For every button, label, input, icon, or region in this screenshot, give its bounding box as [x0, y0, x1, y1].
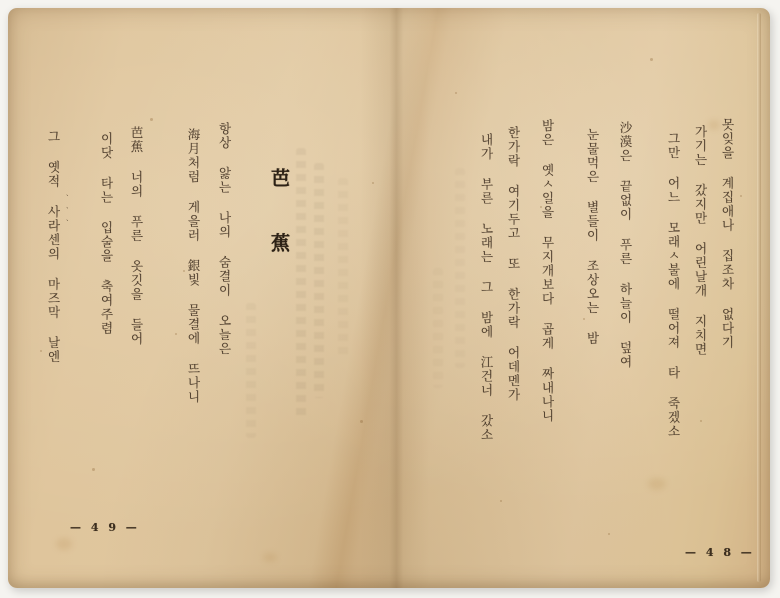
- showthrough-ghost-text: [433, 268, 443, 388]
- foxing-spot: [650, 58, 653, 61]
- poem-title: 芭蕉: [268, 168, 290, 298]
- foxing-spot: [372, 182, 374, 184]
- poem-line: 가기는 갔지만 어린날개 지치면: [693, 125, 708, 357]
- poem-line: 이닷 타는 입술을 축여주렴: [99, 132, 114, 336]
- poem-line: 海月처럼 게을러 銀빛 물결에 뜨나니: [186, 128, 201, 404]
- poem-line: 한가락 여기두고 또 한가락 어데멘가: [506, 126, 521, 402]
- foxing-spot: [455, 92, 457, 94]
- page-number-left: — 4 9 —: [70, 521, 140, 534]
- foxing-spot: [583, 318, 585, 320]
- showthrough-ghost-text: [314, 163, 324, 398]
- book-gutter-shadow: [360, 8, 430, 588]
- poem-line: 못잊을 계집애나 집조차 없다기: [720, 118, 735, 350]
- foxing-spot: [740, 195, 742, 197]
- age-smudge: [263, 553, 277, 562]
- foxing-spot: [500, 500, 502, 502]
- showthrough-ghost-text: [338, 178, 348, 358]
- page-number-right: — 4 8 —: [685, 546, 755, 559]
- page-stack-edge: [757, 13, 761, 582]
- foxing-spot: [175, 333, 177, 335]
- poem-line: 항상 앓는 나의 숨결이 오늘은: [217, 122, 232, 356]
- showthrough-ghost-text: [246, 303, 256, 438]
- poem-line: 눈물먹은 별들이 조상오는 밤: [585, 128, 600, 346]
- foxing-spot: [183, 270, 185, 272]
- foxing-spot: [540, 206, 542, 208]
- poem-line: 芭蕉 너의 푸른 옷깃을 들어: [129, 126, 144, 346]
- poem-line: 밤은 옛ㅅ일을 무지개보다 곱게 짜내나니: [540, 119, 555, 423]
- foxing-spot: [700, 420, 702, 422]
- age-smudge: [56, 538, 72, 550]
- foxing-spot: [150, 118, 153, 121]
- showthrough-ghost-text: [296, 148, 306, 418]
- foxing-spot: [92, 468, 95, 471]
- foxing-spot: [608, 533, 610, 535]
- showthrough-ghost-text: [455, 168, 465, 368]
- poem-line: 그 옛적 사라센의 마즈막 날엔: [46, 130, 61, 364]
- foxing-spot: [40, 350, 42, 352]
- foxing-spot: [360, 420, 363, 423]
- poem-line: 沙漠은 끝없이 푸른 하늘이 덮여: [618, 121, 633, 369]
- proper-noun-emphasis-dots: 、、、: [61, 194, 69, 235]
- poem-line: 그만 어느 모래ㅅ불에 떨어져 타 죽겠소: [666, 132, 681, 439]
- age-smudge: [648, 478, 666, 490]
- book-spread: [8, 8, 770, 588]
- poem-line: 내가 부른 노래는 그 밤에 江건너 갔소: [479, 133, 494, 442]
- age-smudge: [708, 120, 720, 130]
